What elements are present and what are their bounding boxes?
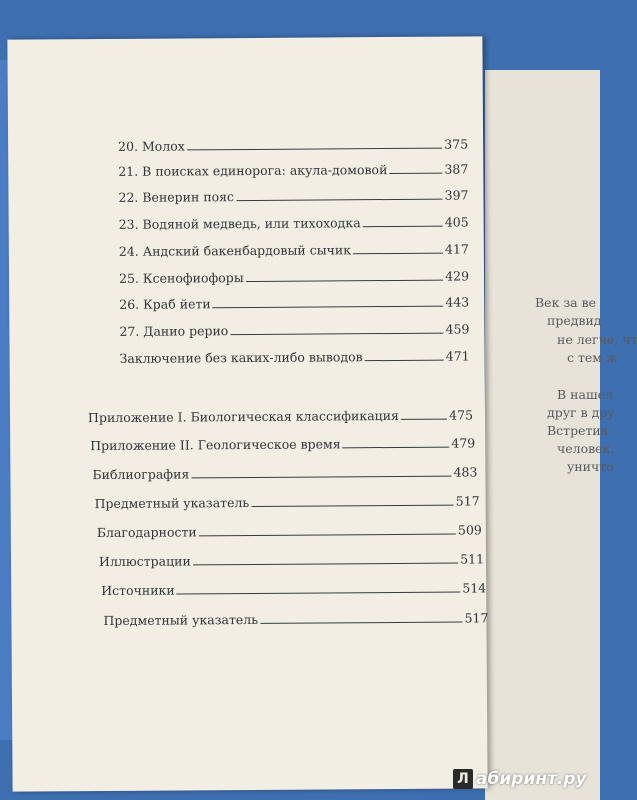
right-page-text — [485, 70, 637, 800]
toc-entry-title: 26. Краб йети — [119, 296, 211, 312]
toc-entry-page: 397 — [444, 187, 469, 203]
toc-leader-line — [213, 306, 444, 309]
toc-entry[interactable] — [119, 238, 469, 258]
toc-entry-title: 27. Данио рерио — [119, 323, 229, 339]
right-page-line: человек, — [557, 441, 615, 456]
toc-leader-line — [230, 333, 443, 335]
toc-entry-page: 459 — [445, 321, 470, 337]
toc-entry[interactable] — [118, 133, 468, 153]
toc-entry[interactable] — [99, 548, 484, 569]
toc-entry[interactable] — [118, 158, 468, 178]
right-page-line: друг в дру — [547, 405, 615, 420]
toc-entry[interactable] — [120, 345, 470, 365]
toc-entry[interactable] — [119, 291, 469, 311]
right-page-line: не легче, чт — [557, 332, 637, 347]
watermark-text: абиринт.ру — [476, 769, 587, 789]
toc-leader-line — [191, 476, 451, 479]
toc-entry[interactable] — [119, 211, 469, 231]
toc-entry-page: 511 — [460, 551, 485, 567]
toc-leader-line — [251, 505, 454, 507]
toc-entry-title: Предметный указатель — [94, 494, 250, 512]
toc-entry[interactable] — [97, 519, 482, 540]
toc-entry[interactable] — [88, 404, 473, 425]
toc-entry-title: Библиография — [92, 466, 190, 483]
toc-entry-page: 471 — [445, 348, 470, 364]
toc-entry-title: Благодарности — [96, 524, 197, 541]
right-page-line: с тем ж — [567, 350, 618, 365]
toc-entry-page: 405 — [444, 214, 469, 230]
toc-entry-title: 21. В поисках единорога: акула-домовой — [118, 162, 388, 179]
toc-entry-page: 387 — [444, 161, 469, 177]
toc-entry-title: 25. Ксенофиофоры — [118, 270, 244, 286]
right-page-line: Встретив — [547, 423, 608, 438]
toc-entry[interactable] — [103, 607, 488, 628]
toc-entry-title: 24. Андский бакенбардовый сычик — [118, 242, 352, 259]
toc-entry-page: 509 — [457, 522, 482, 538]
toc-leader-line — [363, 226, 443, 228]
toc-entry[interactable] — [119, 265, 469, 285]
toc-entry-title: Приложение I. Биологическая классификация — [87, 407, 399, 426]
toc-entry-title: 23. Водяной медведь, или тихоходка — [118, 215, 361, 232]
toc-entry-title: Предметный указатель — [103, 611, 259, 629]
toc-entry-title: Заключение без каких-либо выводов — [119, 349, 363, 366]
toc-entry-page: 483 — [453, 464, 478, 480]
toc-leader-line — [353, 253, 443, 255]
right-page-line: В нашел — [557, 387, 613, 402]
toc-entry-page: 429 — [445, 268, 470, 284]
toc-entry-title: Источники — [101, 582, 175, 599]
right-page-line: предвид — [547, 313, 602, 328]
toc-entry-page: 517 — [464, 610, 489, 626]
labirint-watermark — [453, 764, 587, 794]
toc-entry-page: 475 — [449, 407, 474, 423]
toc-entry[interactable] — [101, 577, 486, 598]
toc-leader-line — [401, 419, 447, 420]
toc-entry-page: 443 — [445, 294, 470, 310]
toc-leader-line — [260, 622, 463, 624]
toc-entry-page: 479 — [451, 435, 476, 451]
toc-entry-page: 514 — [462, 580, 487, 596]
toc-entry[interactable] — [90, 432, 475, 453]
toc-entry-page: 417 — [444, 241, 469, 257]
toc-entry-page: 517 — [455, 493, 480, 509]
toc-entry[interactable] — [119, 318, 469, 338]
toc-entry-page: 375 — [444, 136, 469, 152]
toc-entry[interactable] — [95, 490, 480, 511]
toc-leader-line — [389, 173, 442, 174]
toc-leader-line — [365, 360, 444, 362]
toc-leader-line — [343, 447, 450, 449]
toc-leader-line — [246, 280, 443, 282]
right-page-line: Век за ве — [535, 295, 597, 310]
toc-leader-line — [177, 592, 461, 595]
right-page — [485, 70, 637, 800]
toc-entry-title: Приложение II. Геологическое время — [90, 436, 341, 454]
toc-leader-line — [199, 534, 456, 537]
toc-entry-title: 20. Молох — [118, 138, 185, 154]
right-page-line: уничто — [567, 459, 614, 474]
toc-leader-line — [193, 563, 458, 566]
toc-leader-line — [236, 199, 443, 201]
labirint-logo-icon: Л — [453, 769, 473, 789]
toc-entry[interactable] — [92, 461, 477, 482]
toc-entry-title: Иллюстрации — [98, 553, 191, 570]
toc-entry[interactable] — [118, 184, 468, 204]
toc-leader-line — [187, 148, 442, 151]
toc-entry-title: 22. Венерин пояс — [118, 189, 235, 205]
toc-page — [7, 36, 487, 791]
